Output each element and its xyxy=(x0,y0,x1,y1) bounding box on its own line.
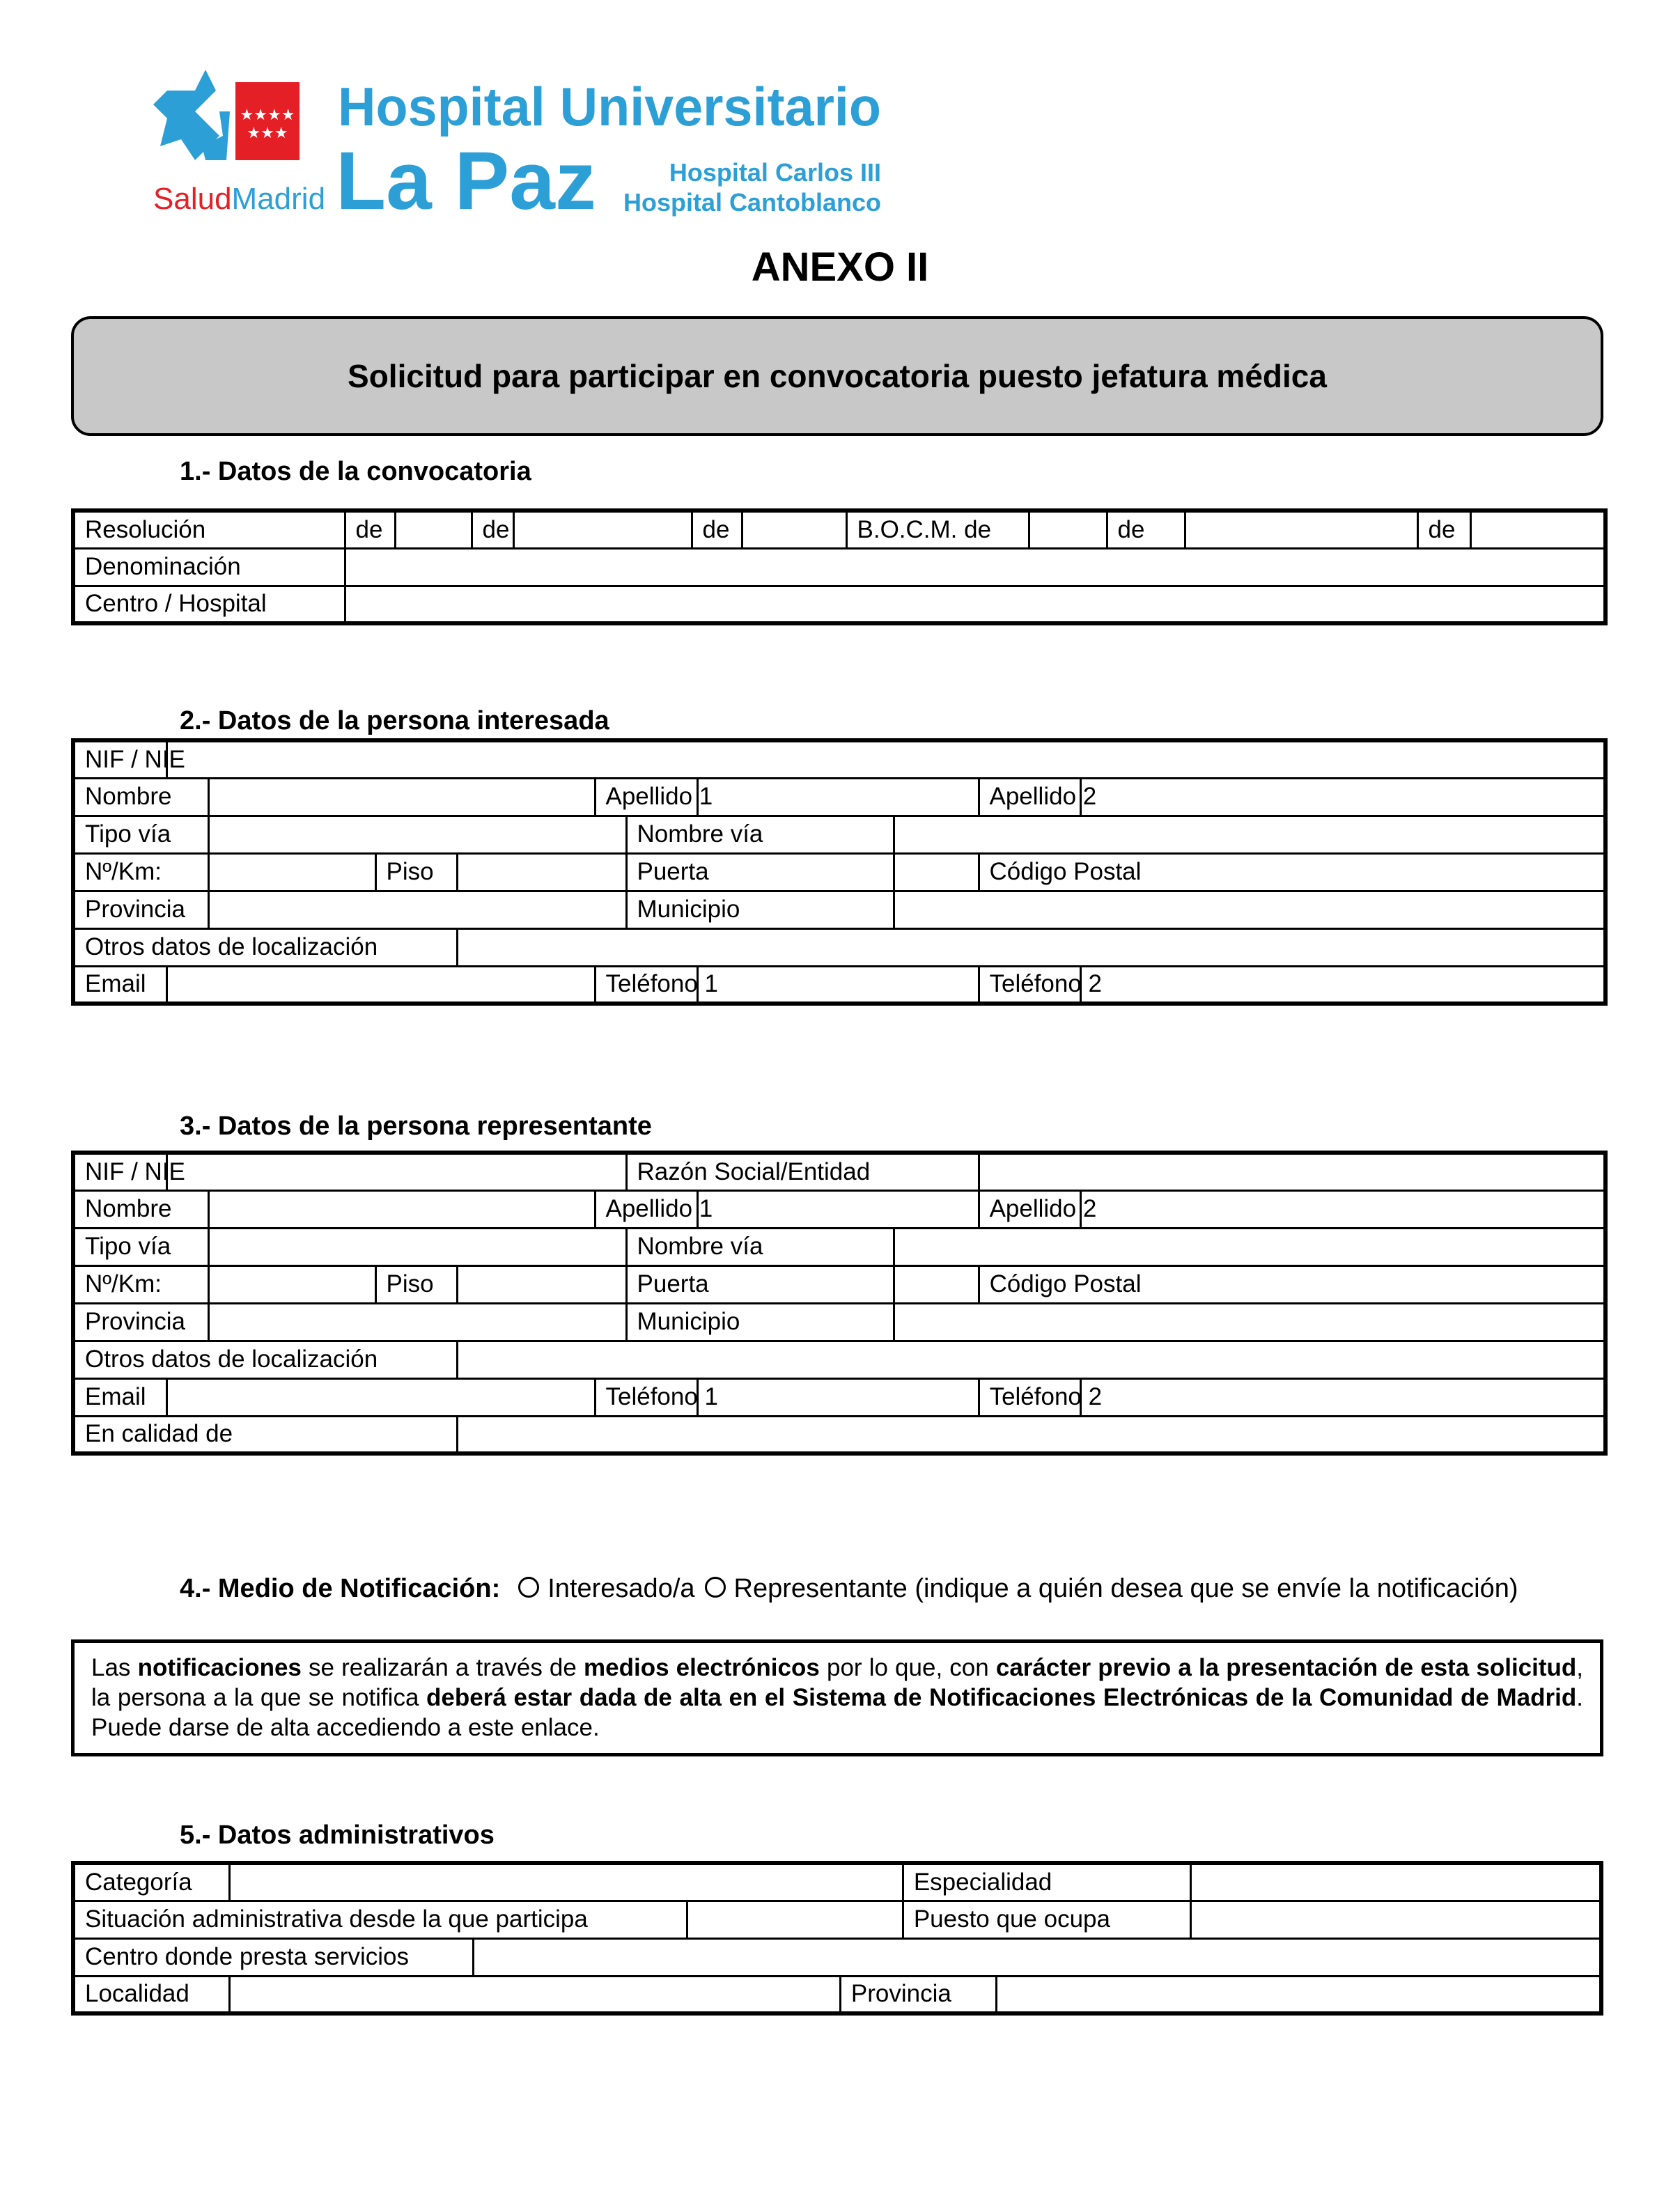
section2-title: 2.- Datos de la persona interesada xyxy=(180,706,609,735)
logo-hospital-text: Hospital Universitario xyxy=(338,76,881,137)
centro-servicios-field[interactable] xyxy=(474,1938,1601,1976)
apellido1-field[interactable] xyxy=(697,778,979,816)
calidad-label: En calidad de xyxy=(73,1416,457,1453)
calidad-field[interactable] xyxy=(457,1416,1605,1453)
especialidad-label: Especialidad xyxy=(903,1863,1191,1901)
nombre-via-label: Nombre vía xyxy=(626,1228,894,1265)
nif-field[interactable] xyxy=(166,740,1605,778)
notice-text: , la persona a la que se notifica xyxy=(91,1654,1584,1711)
de-label: de xyxy=(1417,510,1470,548)
telefono2-field[interactable] xyxy=(1080,1378,1605,1416)
centro-servicios-label: Centro donde presta servicios xyxy=(73,1938,474,1976)
otros-datos-field[interactable] xyxy=(457,1341,1605,1378)
telefono1-field[interactable] xyxy=(697,1378,979,1416)
apellido2-label: Apellido 2 xyxy=(979,778,1080,816)
puerta-label: Puerta xyxy=(626,1265,894,1303)
especialidad-field[interactable] xyxy=(1191,1863,1601,1901)
annex-title: ANEXO II xyxy=(751,244,929,290)
num-km-label: Nº/Km: xyxy=(73,1265,208,1303)
otros-datos-field[interactable] xyxy=(457,928,1605,966)
situacion-field[interactable] xyxy=(687,1901,903,1938)
otros-datos-label: Otros datos de localización xyxy=(73,1341,457,1378)
telefono1-field[interactable] xyxy=(697,966,979,1004)
tipo-via-label: Tipo vía xyxy=(73,1228,208,1265)
notice-bold-text: deberá estar dada de alta en el Sistema de Notificaciones Electrónicas de la Comunidad de Madrid xyxy=(426,1684,1577,1711)
categoria-field[interactable] xyxy=(230,1863,903,1901)
telefono1-label: Teléfono 1 xyxy=(595,1378,697,1416)
notice-text: se realizarán a través de xyxy=(301,1654,584,1681)
resolucion-year-field[interactable] xyxy=(742,510,846,548)
notice-text: . Puede darse de alta accediendo a este enlace. xyxy=(91,1684,1583,1741)
otros-datos-label: Otros datos de localización xyxy=(73,928,457,966)
bocm-month-field[interactable] xyxy=(1185,510,1417,548)
localidad-label: Localidad xyxy=(73,1976,230,2013)
nif-label: NIF / NIE xyxy=(73,1153,166,1190)
logo-carlos-iii-text: Hospital Carlos III xyxy=(669,158,881,187)
denominacion-field[interactable] xyxy=(345,548,1605,586)
de-label: de xyxy=(345,510,395,548)
notice-text: por lo que, con xyxy=(819,1654,996,1681)
piso-label: Piso xyxy=(375,1265,457,1303)
codigo-postal-label: Código Postal xyxy=(979,1265,1605,1303)
provincia-field[interactable] xyxy=(996,1976,1601,2013)
interesado-radio[interactable] xyxy=(518,1577,539,1598)
form-title: Solicitud para participar en convocatoria puesto jefatura médica xyxy=(348,358,1327,394)
municipio-label: Municipio xyxy=(626,1303,894,1341)
section3-title: 3.- Datos de la persona representante xyxy=(180,1112,652,1141)
nombre-label: Nombre xyxy=(73,778,208,816)
municipio-field[interactable] xyxy=(894,891,1605,928)
convocatoria-table xyxy=(71,508,1608,625)
notice-bold-text: carácter previo a la presentación de esta solicitud xyxy=(995,1654,1577,1681)
tipo-via-field[interactable] xyxy=(208,816,626,853)
interesada-table xyxy=(71,738,1608,1006)
telefono2-field[interactable] xyxy=(1080,966,1605,1004)
apellido1-field[interactable] xyxy=(697,1190,979,1228)
nif-field[interactable] xyxy=(166,1153,626,1190)
provincia-field[interactable] xyxy=(208,891,626,928)
apellido2-field[interactable] xyxy=(1080,1190,1605,1228)
email-field[interactable] xyxy=(166,966,595,1004)
tipo-via-label: Tipo vía xyxy=(73,816,208,853)
piso-field[interactable] xyxy=(457,1265,626,1303)
puesto-field[interactable] xyxy=(1191,1901,1601,1938)
provincia-field[interactable] xyxy=(208,1303,626,1341)
de-label: de xyxy=(692,510,742,548)
de-label: de xyxy=(1107,510,1185,548)
representante-table xyxy=(71,1151,1608,1456)
de-label: de xyxy=(472,510,513,548)
categoria-label: Categoría xyxy=(73,1863,230,1901)
notice-bold-text: medios electrónicos xyxy=(584,1654,820,1681)
centro-hospital-label: Centro / Hospital xyxy=(73,586,345,623)
bocm-day-field[interactable] xyxy=(1029,510,1107,548)
puerta-field[interactable] xyxy=(894,1265,979,1303)
administrativos-table xyxy=(71,1861,1603,2016)
notice-text: Las xyxy=(91,1654,138,1681)
provincia-label: Provincia xyxy=(840,1976,996,2013)
telefono2-label: Teléfono 2 xyxy=(979,966,1080,1004)
telefono2-label: Teléfono 2 xyxy=(979,1378,1080,1416)
nombre-label: Nombre xyxy=(73,1190,208,1228)
apellido1-label: Apellido 1 xyxy=(595,778,697,816)
resolucion-label: Resolución xyxy=(73,510,345,548)
hospital-logo xyxy=(153,70,892,230)
svg-text:SaludMadrid xyxy=(153,182,325,216)
localidad-field[interactable] xyxy=(230,1976,840,2013)
num-km-field[interactable] xyxy=(208,1265,375,1303)
nombre-via-field[interactable] xyxy=(894,816,1605,853)
telefono1-label: Teléfono 1 xyxy=(595,966,697,1004)
nombre-field[interactable] xyxy=(208,778,595,816)
notificacion-notice xyxy=(71,1639,1603,1756)
nif-label: NIF / NIE xyxy=(73,740,166,778)
razon-social-field[interactable] xyxy=(979,1153,1605,1190)
logo-la-paz-text: La Paz xyxy=(336,135,596,227)
logo-madrid-text: Madrid xyxy=(231,182,326,216)
svg-text:★★★: ★★★ xyxy=(247,125,288,142)
interesado-option-label: Interesado/a xyxy=(547,1574,695,1603)
apellido2-label: Apellido 2 xyxy=(979,1190,1080,1228)
codigo-postal-label: Código Postal xyxy=(979,853,1605,891)
email-label: Email xyxy=(73,1378,166,1416)
denominacion-label: Denominación xyxy=(73,548,345,586)
notificacion-hint: (indique a quién desea que se envíe la notificación) xyxy=(915,1574,1518,1603)
situacion-label: Situación administrativa desde la que participa xyxy=(73,1901,687,1938)
resolucion-number-field[interactable] xyxy=(395,510,472,548)
puesto-label: Puesto que ocupa xyxy=(903,1901,1191,1938)
apellido2-field[interactable] xyxy=(1080,778,1605,816)
representante-option-label: Representante xyxy=(733,1574,908,1603)
form-title-box xyxy=(71,316,1603,436)
email-field[interactable] xyxy=(166,1378,595,1416)
provincia-label: Provincia xyxy=(73,1303,208,1341)
provincia-label: Provincia xyxy=(73,891,208,928)
notice-bold-text: notificaciones xyxy=(137,1654,302,1681)
section4-title: 4.- Medio de Notificación: xyxy=(180,1574,501,1603)
apellido1-label: Apellido 1 xyxy=(595,1190,697,1228)
resolucion-day-field[interactable] xyxy=(513,510,692,548)
municipio-field[interactable] xyxy=(894,1303,1605,1341)
puerta-label: Puerta xyxy=(626,853,894,891)
section1-title: 1.- Datos de la convocatoria xyxy=(180,457,531,486)
bocm-label: B.O.C.M. de xyxy=(846,510,1029,548)
notificacion-options xyxy=(180,1571,1545,1606)
centro-hospital-field[interactable] xyxy=(345,586,1605,623)
municipio-label: Municipio xyxy=(626,891,894,928)
bocm-year-field[interactable] xyxy=(1470,510,1605,548)
svg-text:★★★★: ★★★★ xyxy=(240,107,295,124)
piso-label: Piso xyxy=(375,853,457,891)
puerta-field[interactable] xyxy=(894,853,979,891)
piso-field[interactable] xyxy=(457,853,626,891)
salud-madrid-star-icon xyxy=(153,70,230,160)
section5-title: 5.- Datos administrativos xyxy=(180,1821,495,1850)
razon-social-label: Razón Social/Entidad xyxy=(626,1153,979,1190)
logo-salud-text: Salud xyxy=(153,182,232,216)
madrid-flag-icon xyxy=(235,82,300,160)
representante-radio[interactable] xyxy=(705,1577,726,1598)
nombre-via-label: Nombre vía xyxy=(626,816,894,853)
nombre-via-field[interactable] xyxy=(894,1228,1605,1265)
tipo-via-field[interactable] xyxy=(208,1228,626,1265)
logo-cantoblanco-text: Hospital Cantoblanco xyxy=(623,188,881,217)
num-km-label: Nº/Km: xyxy=(73,853,208,891)
nombre-field[interactable] xyxy=(208,1190,595,1228)
num-km-field[interactable] xyxy=(208,853,375,891)
email-label: Email xyxy=(73,966,166,1004)
